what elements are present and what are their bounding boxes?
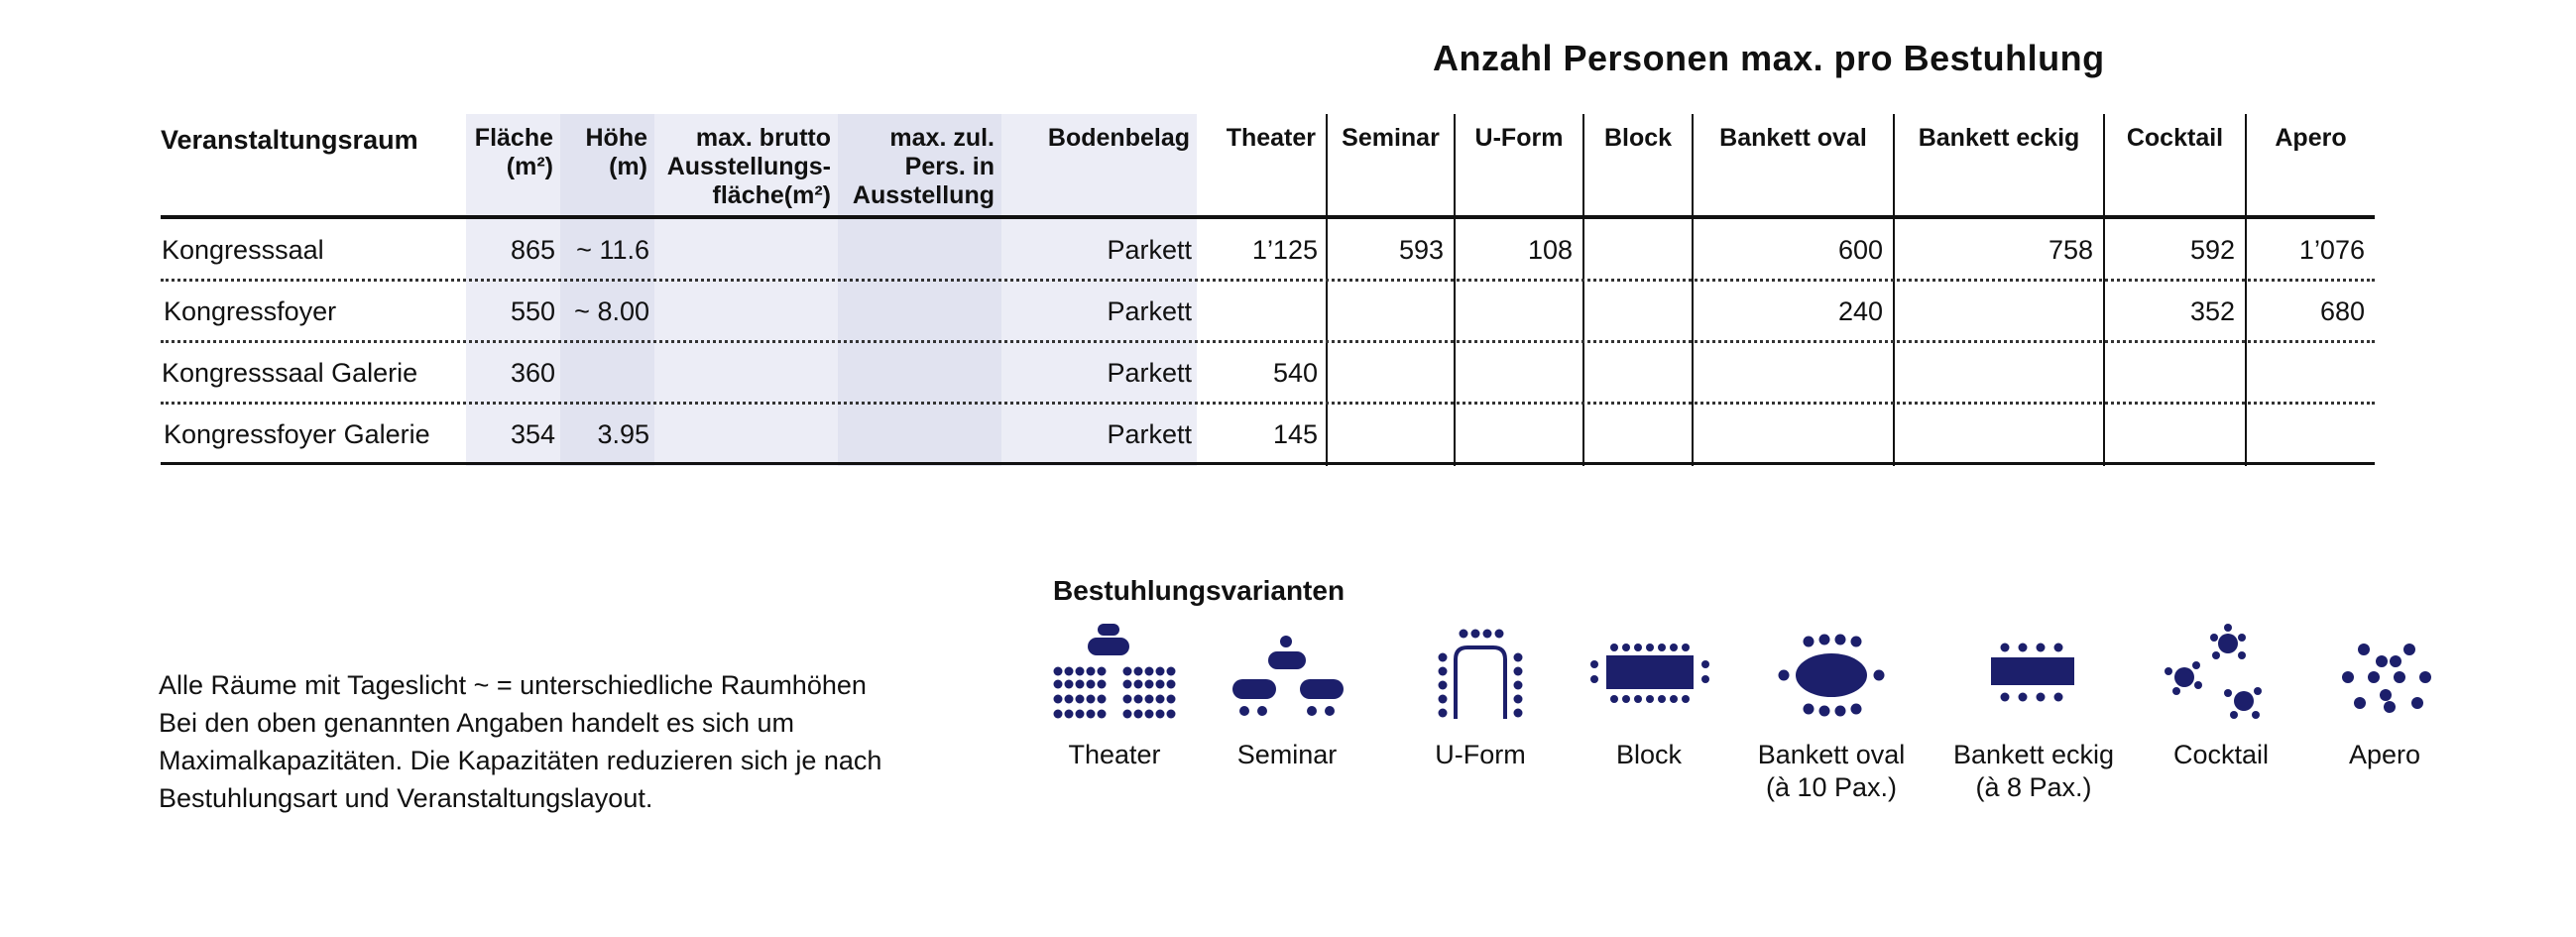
bankett-oval-value: 600 (1837, 235, 1883, 265)
header-apero: Apero (2275, 124, 2347, 152)
variant-label: Apero (2348, 740, 2421, 769)
area-value: 550 (510, 296, 555, 326)
bankett-oval-value: 240 (1837, 296, 1883, 326)
variant-label: Cocktail (2172, 740, 2270, 769)
room-name: Kongresssaal Galerie (162, 358, 418, 388)
variant-label: Block (1615, 740, 1683, 769)
note-line: Alle Räume mit Tageslicht ~ = unterschiedliche Raumhöhen (159, 670, 867, 700)
height-value: ~ 11.6 (576, 235, 649, 265)
cocktail-value: 592 (2189, 235, 2235, 265)
theater-value: 145 (1272, 419, 1318, 449)
variant-label: U-Form (1435, 740, 1526, 769)
variant-label: Seminar (1236, 740, 1338, 769)
theater-seating-icon (1050, 620, 1179, 729)
theater-value: 540 (1272, 358, 1318, 388)
note-line: Maximalkapazitäten. Die Kapazitäten reduzieren sich je nach (159, 746, 882, 775)
room-name: Kongressfoyer Galerie (164, 419, 430, 449)
seminar-value: 593 (1398, 235, 1444, 265)
floor-value: Parkett (1107, 419, 1192, 449)
bankett-oval-seating-icon (1767, 620, 1896, 729)
row-divider (161, 279, 2375, 282)
header-seminar: Seminar (1342, 124, 1440, 152)
header-block: Block (1603, 124, 1673, 152)
header-rule (161, 215, 2375, 219)
header-bankett-oval: Bankett oval (1719, 124, 1867, 152)
apero-value: 680 (2319, 296, 2365, 326)
variant-label: Bankett oval (à 10 Pax.) (1757, 740, 1906, 802)
seminar-seating-icon (1223, 620, 1351, 729)
variant-bankett-eckig (1934, 620, 2133, 804)
header-room: Veranstaltungsraum (161, 125, 418, 155)
variant-label: Theater (1068, 740, 1161, 769)
variant-label: Bankett eckig (à 8 Pax.) (1952, 740, 2115, 802)
uform-value: 108 (1527, 235, 1573, 265)
cocktail-value: 352 (2189, 296, 2235, 326)
notes (159, 666, 972, 817)
floor-value: Parkett (1107, 296, 1192, 326)
header-exhibit-area: max. brutto Ausstellungs- fläche(m²) (666, 124, 831, 209)
header-height: Höhe (m) (585, 124, 647, 180)
column-divider (1454, 114, 1456, 466)
variant-block (1550, 620, 1748, 771)
table-title: Anzahl Personen max. pro Bestuhlung (1433, 38, 2105, 78)
area-value: 865 (510, 235, 555, 265)
column-divider (2103, 114, 2105, 466)
apero-seating-icon (2320, 620, 2449, 729)
header-exhibit-persons: max. zul. Pers. in Ausstellung (852, 124, 995, 209)
header-area: Fläche (m²) (474, 124, 553, 180)
room-name: Kongresssaal (162, 235, 324, 265)
variant-apero (2285, 620, 2484, 771)
block-seating-icon (1584, 620, 1713, 729)
variant-seminar (1188, 620, 1386, 771)
variants-title: Bestuhlungsvarianten (1053, 575, 1346, 606)
header-bankett-eckig: Bankett eckig (1918, 124, 2080, 152)
cocktail-seating-icon (2157, 620, 2285, 729)
table-bottom-rule (161, 462, 2375, 465)
room-name: Kongressfoyer (164, 296, 337, 326)
header-uform: U-Form (1474, 124, 1564, 152)
column-divider (1582, 114, 1584, 466)
column-divider (1326, 114, 1328, 466)
bankett-eckig-seating-icon (1969, 620, 2098, 729)
area-value: 360 (510, 358, 555, 388)
u-form-seating-icon (1416, 620, 1545, 729)
column-divider (1692, 114, 1694, 466)
variant-theater (1015, 620, 1214, 771)
header-theater: Theater (1226, 124, 1316, 152)
theater-value: 1’125 (1251, 235, 1318, 265)
floor-value: Parkett (1107, 358, 1192, 388)
bankett-eckig-value: 758 (2048, 235, 2093, 265)
height-value: ~ 8.00 (574, 296, 649, 326)
row-divider (161, 402, 2375, 405)
height-value: 3.95 (597, 419, 649, 449)
note-line: Bei den oben genannten Angaben handelt es sich um (159, 708, 795, 738)
apero-value: 1’076 (2298, 235, 2365, 265)
floor-column-shade (1001, 114, 1197, 466)
header-cocktail: Cocktail (2126, 124, 2224, 152)
column-divider (2245, 114, 2247, 466)
header-floor: Bodenbelag (1047, 124, 1190, 152)
floor-value: Parkett (1107, 235, 1192, 265)
note-line: Bestuhlungsart und Veranstaltungslayout. (159, 783, 653, 813)
area-value: 354 (510, 419, 555, 449)
column-divider (1893, 114, 1895, 466)
variant-bankett-oval (1732, 620, 1931, 804)
row-divider (161, 340, 2375, 343)
